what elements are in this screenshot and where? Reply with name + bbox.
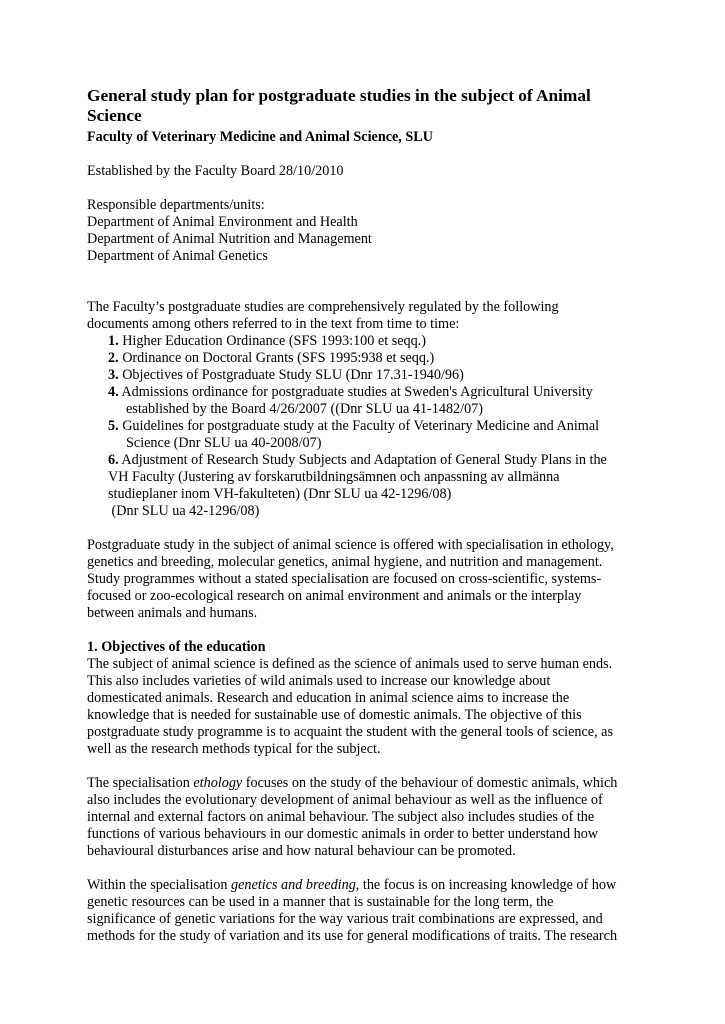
paragraph-line: also includes the evolutionary development of animal behaviour as well as the influence of [87, 792, 603, 808]
regulation-text-continued: VH Faculty (Justering av forskarutbildningsämnen och anpassning av allmänna [108, 469, 560, 485]
regulation-item [87, 350, 647, 367]
paragraph-line: methods for the study of variation and its use for general modifications of traits. The research [87, 928, 618, 944]
regulation-text-continued: Science (Dnr SLU ua 40-2008/07) [126, 435, 322, 451]
specialisation-paragraph [87, 537, 647, 622]
paragraph-line: genetics and breeding, molecular genetics, animal hygiene, and nutrition and management. [87, 554, 603, 570]
department-item: Department of Animal Nutrition and Management [87, 231, 372, 247]
department-item: Department of Animal Environment and Health [87, 214, 358, 230]
regulation-item [87, 418, 647, 452]
paragraph-line: Postgraduate study in the subject of animal science is offered with specialisation in ethology, [87, 537, 614, 553]
regulation-number: 4. [108, 384, 119, 400]
regulation-item [87, 333, 647, 350]
regulation-item [87, 384, 647, 418]
document-subtitle: Faculty of Veterinary Medicine and Animal Science, SLU [87, 129, 433, 145]
specialisation-term: ethology [193, 775, 243, 791]
regulation-text: Higher Education Ordinance (SFS 1993:100 et seqq.) [122, 333, 426, 349]
paragraph-line: well as the research methods typical for the subject. [87, 741, 381, 757]
paragraph-line: domesticated animals. Research and education in animal science aims to increase the [87, 690, 570, 706]
specialisation-term: genetics and breeding [231, 877, 356, 893]
paragraph-line: documents among others referred to in the text from time to time: [87, 316, 460, 332]
genetics-paragraph [87, 877, 647, 945]
regulation-number: 6. [108, 452, 119, 468]
regulations-list [87, 333, 647, 520]
document-title [87, 86, 647, 126]
paragraph-line: Study programmes without a stated specialisation are focused on cross-scientific, systems- [87, 571, 602, 587]
section-heading: 1. Objectives of the education [87, 639, 266, 655]
regulation-item [87, 452, 647, 520]
regulation-text-continued: established by the Board 4/26/2007 ((Dnr SLU ua 41-1482/07) [126, 401, 483, 417]
regulation-number: 1. [108, 333, 119, 349]
document-page [87, 86, 647, 945]
paragraph-line: focused or zoo-ecological research on animal environment and animals or the interplay [87, 588, 582, 604]
paragraph-line: The subject of animal science is defined as the science of animals used to serve human ends. [87, 656, 613, 672]
paragraph-line: This also includes varieties of wild animals used to increase our knowledge about [87, 673, 551, 689]
paragraph-lead: The specialisation [87, 775, 194, 791]
paragraph-line [87, 775, 647, 792]
paragraph-lead: Within the specialisation [87, 877, 232, 893]
title-line: Science [87, 106, 142, 125]
section-objectives [87, 639, 647, 758]
paragraph-line: internal and external factors on animal behaviour. The subject also includes studies of the [87, 809, 595, 825]
department-item: Department of Animal Genetics [87, 248, 268, 264]
regulation-text: Guidelines for postgraduate study at the Faculty of Veterinary Medicine and Animal [122, 418, 600, 434]
paragraph-line: postgraduate study programme is to acquaint the student with the general tools of science, as [87, 724, 613, 740]
regulation-number: 2. [108, 350, 119, 366]
regulation-text: Objectives of Postgraduate Study SLU (Dnr 17.31-1940/96) [122, 367, 464, 383]
paragraph-rest: focuses on the study of the behaviour of domestic animals, which [242, 775, 618, 791]
regulation-text: Adjustment of Research Study Subjects and Adaptation of General Study Plans in the [121, 452, 607, 468]
responsible-label: Responsible departments/units: [87, 197, 265, 213]
regulation-item [87, 367, 647, 384]
paragraph-line: genetic resources can be used in a manner that is sustainable for the long term, the [87, 894, 554, 910]
paragraph-line: functions of various behaviours in our domestic animals in order to better understand how [87, 826, 599, 842]
paragraph-line: significance of genetic variations for the way various trait combinations are expressed, and [87, 911, 603, 927]
established-date: Established by the Faculty Board 28/10/2010 [87, 163, 344, 179]
intro-paragraph [87, 299, 647, 333]
paragraph-line: The Faculty’s postgraduate studies are comprehensively regulated by the following [87, 299, 559, 315]
regulation-text: Ordinance on Doctoral Grants (SFS 1995:938 et seqq.) [122, 350, 435, 366]
regulation-text: Admissions ordinance for postgraduate studies at Sweden's Agricultural University [121, 384, 593, 400]
regulation-text-continued: studieplaner inom VH-fakulteten) (Dnr SLU ua 42-1296/08) [108, 486, 452, 502]
paragraph-line: between animals and humans. [87, 605, 258, 621]
regulation-number: 3. [108, 367, 119, 383]
regulation-number: 5. [108, 418, 119, 434]
paragraph-line: behavioural disturbances arise and how natural behaviour can be promoted. [87, 843, 516, 859]
paragraph-line [87, 877, 647, 894]
regulation-text-continued: (Dnr SLU ua 42-1296/08) [108, 503, 260, 519]
ethology-paragraph [87, 775, 647, 860]
paragraph-rest: , the focus is on increasing knowledge of how [355, 877, 617, 893]
title-line: General study plan for postgraduate studies in the subject of Animal [87, 86, 591, 105]
responsible-departments [87, 197, 647, 265]
paragraph-line: knowledge that is needed for sustainable use of domestic animals. The objective of this [87, 707, 582, 723]
